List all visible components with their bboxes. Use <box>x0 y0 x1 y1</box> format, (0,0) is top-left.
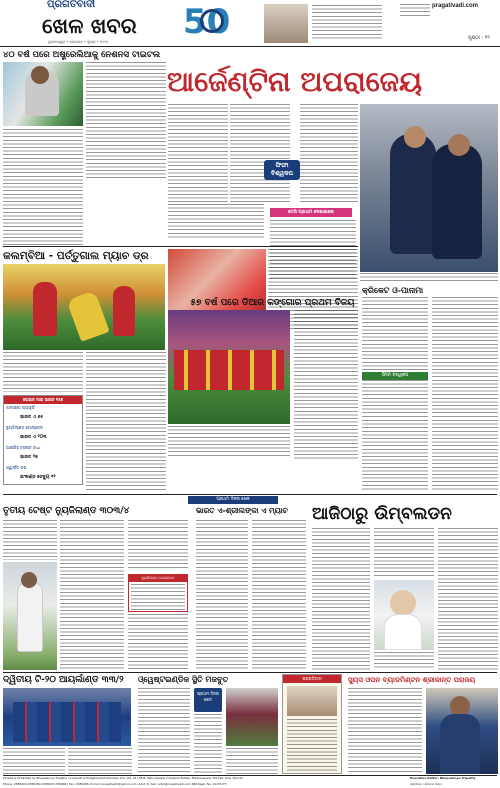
scoreboard-line-1: ଜାମାଇକା ପ୍ୟାନ୍ଥର୍ସ <box>6 405 35 410</box>
body-wimbledon-d <box>374 652 434 670</box>
scoreboard-line-5: ଆଇରିସ ଟ୍ରଷ୍ଟ ବାଧା <box>6 445 41 450</box>
photo-batsman <box>3 562 57 670</box>
body-test-d <box>128 614 188 670</box>
scoreboard-line-7: ଓ୍ୱାର୍ଲ୍ଡ କପ <box>6 465 27 470</box>
body-congo-b <box>294 310 358 460</box>
advert-box <box>282 674 342 774</box>
body-colombia-b <box>3 352 83 392</box>
photo-caption-messi <box>360 273 498 281</box>
headline-badminton: ସୁୟସ ଓପନ ବ୍ୟାଡମିଣ୍ଟନ ଶ୍ରୀକାନ୍ତ ପରାଜୟ <box>348 676 476 684</box>
scoreboard-line-8: ଇଂଲଣ୍ଡ ଡେବ୍ୟୁ ୧୨ <box>20 475 56 480</box>
headline-colombia: କଲମ୍ବିଆ - ପର୍ତ୍ତୁଗାଲ ମ୍ୟାଚ ଡ୍ର <box>3 250 149 262</box>
body-windies-b <box>194 714 222 774</box>
advert-box-photo <box>287 686 337 716</box>
headline-t20: ଦ୍ୱିତୀୟ ଟି-୨୦ ଆୟର୍ଲାଣ୍ଡ ୩୩/୨ <box>3 675 124 685</box>
body-congo-a <box>168 426 290 456</box>
photo-windies-batsman <box>226 688 278 746</box>
body-windies-a <box>138 688 190 774</box>
photo-tennis-player <box>374 580 434 650</box>
advert-box-header: ପ୍ରଗତିବାଦୀ <box>283 675 341 683</box>
photo-australia-player <box>3 62 83 126</box>
body-colombia-c <box>86 352 166 492</box>
scoreboard-line-2: ଭାରତ ଏ ୬୫ <box>20 415 44 420</box>
photo-congo-team <box>168 310 290 424</box>
photo-colombia-portugal <box>3 264 165 350</box>
body-argentina-b <box>230 104 290 204</box>
box-heading: ପ୍ରଥମ ଦିନର ଖେଳ <box>188 496 278 504</box>
scoreboard-title: ଜୋହାନ ମାରା ଭାରତ ୧୫୭ <box>4 396 82 404</box>
body-windies-c <box>226 748 278 774</box>
advert-text <box>312 5 382 39</box>
site-url: pragativadi.com <box>432 3 479 9</box>
contact-lines <box>400 4 430 18</box>
body-sidebar-b <box>432 297 498 417</box>
sidebar-subhead: ଫିଫା ବିଶ୍ୱକପ <box>362 372 428 380</box>
body-australia-a <box>86 62 166 178</box>
scoreboard-line-4: ଭାରତ ଏ ୨୦୩ <box>20 435 47 440</box>
photo-messi-celebration <box>360 104 498 272</box>
body-t20-a <box>3 748 65 774</box>
section-title: ଖେଳ ଖବର <box>42 14 137 38</box>
page-number: ପୃଷ୍ଠା : ୧୨ <box>468 35 490 41</box>
windies-badge: ପ୍ରଥମ ଦିନର ଖେଳ <box>194 688 222 712</box>
body-wimbledon-b <box>374 528 434 578</box>
fifa-badge: ଫିଫା ବିଶ୍ୱକପ <box>264 160 300 180</box>
photo-t20-team <box>3 688 131 746</box>
body-badminton-a <box>348 688 422 774</box>
scoreboard-line-6: ଭାରତ ୨୭ <box>20 455 38 460</box>
body-india-sl-a <box>196 520 248 670</box>
rule-2 <box>3 494 497 495</box>
body-sidebar-a <box>362 297 428 417</box>
body-argentina-a <box>168 104 228 204</box>
rule-3 <box>3 672 497 673</box>
headline-australia: ୪୦ ବର୍ଷ ପରେ ଅଷ୍ଟ୍ରେଲିଆକୁ ନେଶନସ ଟାଇଟଲ <box>3 50 161 60</box>
body-t20-b <box>68 748 132 774</box>
headline-windies: ଓ୍ୱେଷ୍ଟଇଣ୍ଡିଜ ସ୍ଥିତି ମଜବୁତ <box>138 675 229 684</box>
body-argentina-d <box>168 204 264 240</box>
masthead-logo: ପ୍ରଗତିବାଦୀ <box>47 0 96 10</box>
body-australia-b <box>3 129 83 245</box>
advert-portrait <box>264 4 308 43</box>
anniversary-emblem: 50 <box>183 2 231 42</box>
footer-contact: Phone: 2588200,2588250,2588207,2589901 Fax: 2585286, E-mail: pragativadi@yahoo.com. Advt. E-mail: advt@pragativadi.com RNI Regd. No. 21271/73 <box>3 782 227 786</box>
footer-editor-odia: ସମ୍ପାଦକ: ପ୍ରିତେଶ ମିଶ୍ର <box>410 782 442 786</box>
headline-test: ତୃତୀୟ ଟେଷ୍ଟ ନ୍ୟୁଜିଲାଣ୍ଡ ୩୦୩/୪ <box>3 506 130 516</box>
masthead <box>0 0 500 47</box>
score-card-title: ନ୍ୟୁଜିଲାଣ୍ଡ ଗୋଲ୍ଡେନ <box>129 575 187 582</box>
headline-argentina: ଆର୍ଜେଣ୍ଟିନା ଅପରାଜେୟ <box>167 65 423 98</box>
footer-editor: Executive Editor: Bhupeshnya Tripathy <box>410 776 476 780</box>
footer-imprint: Printed & Published by Bhupeshnya Tripathy on behalf of Pragativadi Publication Pvt. Ltd. at 178-B, Mancheswar Industrial Estate, Bhubaneswar-751010, Dist. Khurda <box>3 776 243 780</box>
body-test-c <box>128 520 188 570</box>
scoreboard <box>3 395 83 485</box>
body-test-b <box>60 520 124 670</box>
photo-badminton-player <box>426 688 498 774</box>
body-wimbledon-a <box>312 528 370 670</box>
body-argentina-c <box>300 104 358 204</box>
body-sidebar-d <box>432 420 498 490</box>
scoreboard-line-3: ନ୍ୟୁଜିଲାଣ୍ଡ ଗୋଲ୍ଡେନ <box>6 425 43 430</box>
headline-india-sl: ଭାରତ ଏ-ଶ୍ରୀଲଙ୍କା ଏ ମ୍ୟାଚ <box>196 506 288 515</box>
score-card <box>128 574 188 612</box>
body-india-sl-b <box>252 520 306 670</box>
dateline: ଭୁବନେଶ୍ୱର • ସୋମବାର • ଜୁଲାଇ • ୨୦୨୫ <box>48 40 109 44</box>
headline-wimbledon: ଆଜିଠାରୁ ଉିମ୍ବଲଡନ <box>312 504 452 524</box>
body-wimbledon-c <box>438 528 498 670</box>
rule-1 <box>3 246 358 247</box>
highlight-strip: ମେସି ପ୍ରଥମ ଦେଖାଇଲେ <box>270 208 352 217</box>
body-sidebar-c <box>362 420 428 490</box>
headline-sidebar: କ୍ରିକେଟ ଓ-ପାନାମା <box>362 286 424 295</box>
headline-congo: ୫୭ ବର୍ଷ ପରେ ଡିଆର କଙ୍ଗୋର ପ୍ରଥମ ବିଜୟ <box>190 298 355 308</box>
emblem-ring-icon <box>200 9 224 33</box>
body-test-a <box>3 520 57 560</box>
